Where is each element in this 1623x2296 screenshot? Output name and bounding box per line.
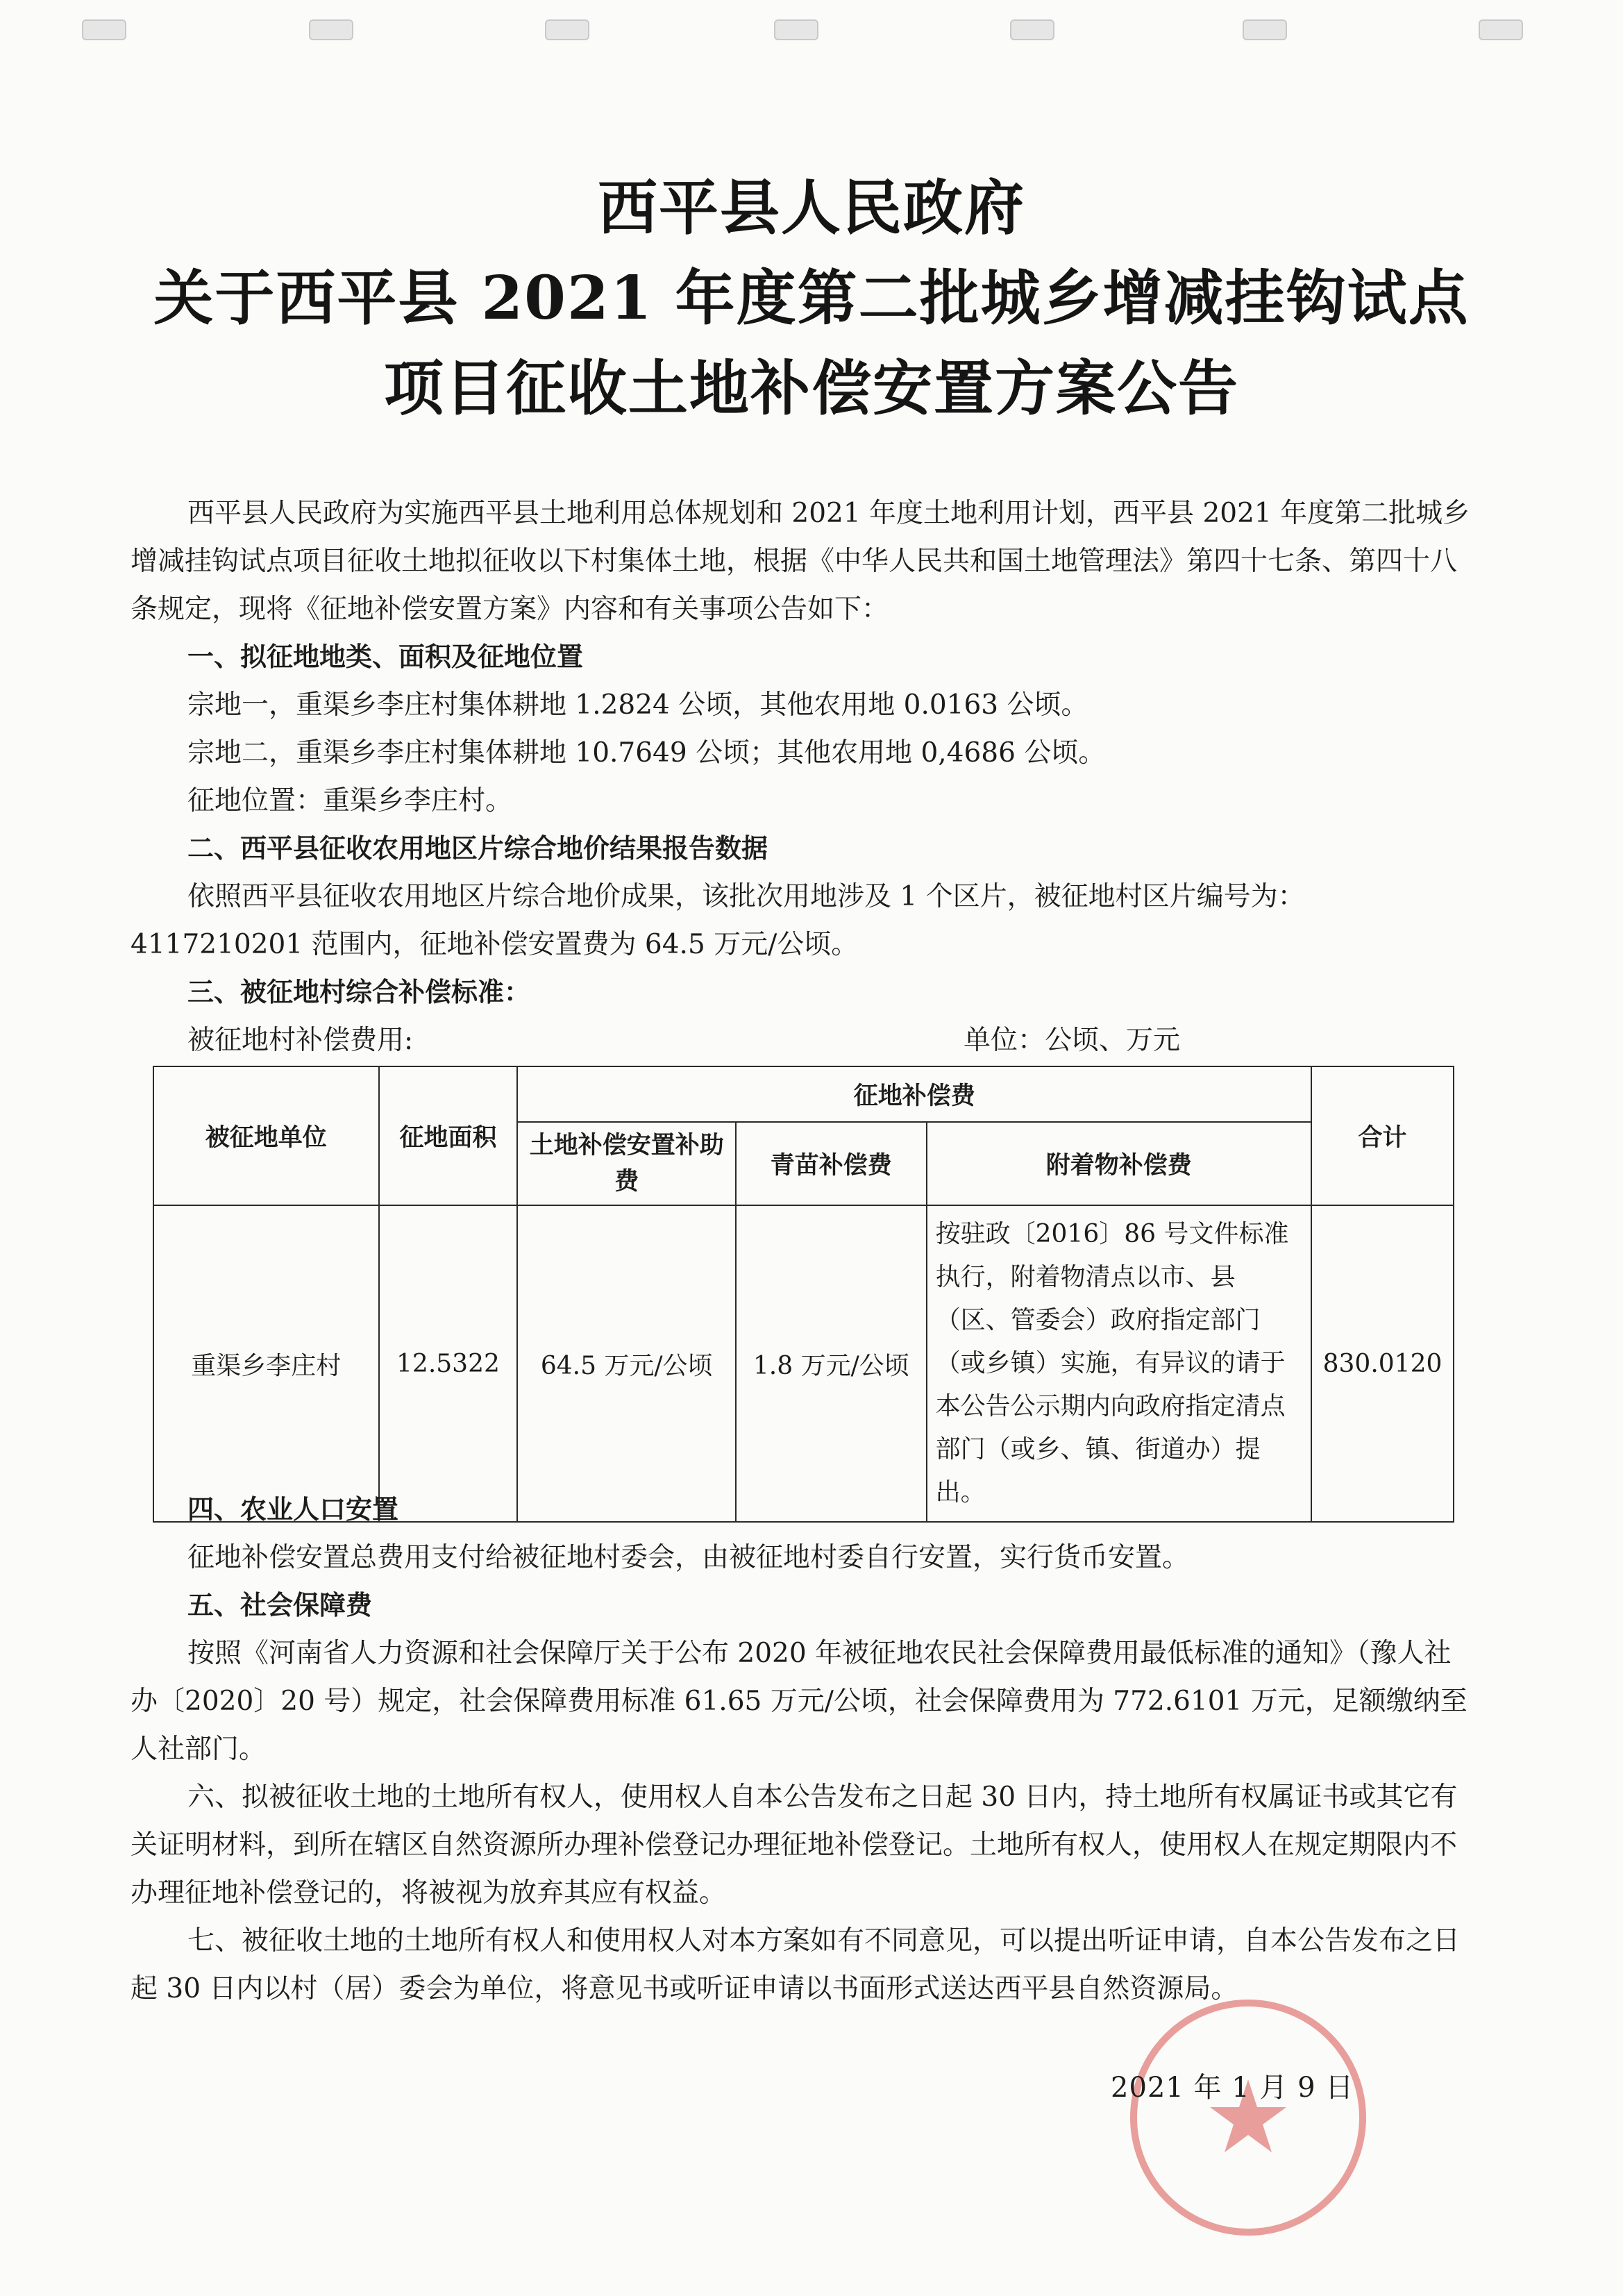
- official-seal-icon: [1123, 1993, 1373, 2243]
- section5-paragraph: 按照《河南省人力资源和社会保障厅关于公布 2020 年被征地农民社会保障费用最低标准的通知》（豫人社办〔2020〕20 号）规定，社会保障费用标准 61.65 万元/公顷，社会保障费用为 772.6101 万元，足额缴纳至人社部门。: [131, 1638, 1468, 1765]
- compensation-table: [153, 1066, 1454, 1523]
- section6-paragraph: 六、拟被征收土地的土地所有权人，使用权人自本公告发布之日起 30 日内，持土地所有权属证书或其它有关证明材料，到所在辖区自然资源所办理补偿登记办理征地补偿登记。土地所有权人，使用权人在规定期限内不办理征地补偿登记的，将被视为放弃其应有权益。: [131, 1782, 1458, 1909]
- cell-crop: 1.8 万元/公顷: [736, 1205, 927, 1522]
- punch-hole: [1010, 19, 1054, 40]
- parcel-1: 宗地一，重渠乡李庄村集体耕地 1.2824 公顷，其他农用地 0.0163 公顷。: [187, 689, 1088, 721]
- col-total-header: 合计: [1311, 1066, 1454, 1205]
- col-group-header: 征地补偿费: [517, 1066, 1311, 1122]
- table-row: [153, 1205, 1454, 1522]
- col-crop-header: 青苗补偿费: [736, 1122, 927, 1205]
- section5-heading: 五、社会保障费: [187, 1590, 373, 1620]
- parcel-2: 宗地二，重渠乡李庄村集体耕地 10.7649 公顷；其他农用地 0,4686 公顷。: [187, 737, 1106, 769]
- issue-date: 2021 年 1 月 9 日: [1111, 2072, 1354, 2104]
- cell-total: 830.0120: [1311, 1205, 1454, 1522]
- col-land-header: 土地补偿安置补助费: [517, 1122, 736, 1205]
- lower-body: [131, 1486, 1474, 2013]
- punch-hole: [545, 19, 589, 40]
- section2-heading: 二、西平县征收农用地区片综合地价结果报告数据: [187, 833, 768, 864]
- cell-attach: 按驻政〔2016〕86 号文件标准执行，附着物清点以市、县（区、管委会）政府指定部门（或乡镇）实施，有异议的请于本公告公示期内向政府指定清点部门（或乡、镇、街道办）提出。: [927, 1205, 1311, 1522]
- section2-paragraph: 依照西平县征收农用地区片综合地价成果，该批次用地涉及 1 个区片，被征地村区片编号为：4117210201 范围内，征地补偿安置费为 64.5 万元/公顷。: [131, 881, 1305, 960]
- cell-land: 64.5 万元/公顷: [517, 1205, 736, 1522]
- punch-hole: [309, 19, 353, 40]
- cell-area: 12.5322: [379, 1205, 518, 1522]
- section3-heading: 三、被征地村综合补偿标准：: [187, 977, 531, 1007]
- parcel-location: 征地位置：重渠乡李庄村。: [187, 785, 513, 816]
- section7-paragraph: 七、被征收土地的土地所有权人和使用权人对本方案如有不同意见，可以提出听证申请，自本公告发布之日起 30 日内以村（居）委会为单位，将意见书或听证申请以书面形式送达西平县自然资源局。: [131, 1925, 1461, 2004]
- document-title: [0, 163, 1623, 434]
- punch-hole: [1243, 19, 1287, 40]
- title-line-2: 关于西平县 2021 年度第二批城乡增减挂钩试点: [153, 263, 1470, 333]
- intro-paragraph: 西平县人民政府为实施西平县土地利用总体规划和 2021 年度土地利用计划，西平县 2021 年度第二批城乡增减挂钩试点项目征收土地拟征收以下村集体土地，根据《中华人民共和国土地管理法》第四十七条、第四十八条规定，现将《征地补偿安置方案》内容和有关事项公告如下：: [131, 498, 1470, 625]
- table-header-row: [153, 1066, 1454, 1122]
- binding-holes: [0, 19, 1623, 47]
- title-line-1: 西平县人民政府: [598, 173, 1025, 243]
- punch-hole: [82, 19, 126, 40]
- section4-paragraph: 征地补偿安置总费用支付给被征地村委会，由被征地村委自行安置，实行货币安置。: [187, 1542, 1190, 1573]
- title-line-3: 项目征收土地补偿安置方案公告: [384, 353, 1239, 424]
- punch-hole: [1479, 19, 1523, 40]
- col-unit-header: 被征地单位: [153, 1066, 379, 1205]
- table-caption: 被征地村补偿费用:: [187, 1025, 414, 1056]
- col-area-header: 征地面积: [379, 1066, 518, 1205]
- table-unit: 单位：公顷、万元: [964, 1025, 1181, 1056]
- cell-unit: 重渠乡李庄村: [153, 1205, 379, 1522]
- table-caption-row: [131, 1016, 1474, 1064]
- upper-body: [131, 489, 1474, 1064]
- section1-heading: 一、拟征地地类、面积及征地位置: [187, 642, 584, 672]
- punch-hole: [774, 19, 818, 40]
- section4-heading: 四、农业人口安置: [187, 1494, 399, 1525]
- col-attach-header: 附着物补偿费: [927, 1122, 1311, 1205]
